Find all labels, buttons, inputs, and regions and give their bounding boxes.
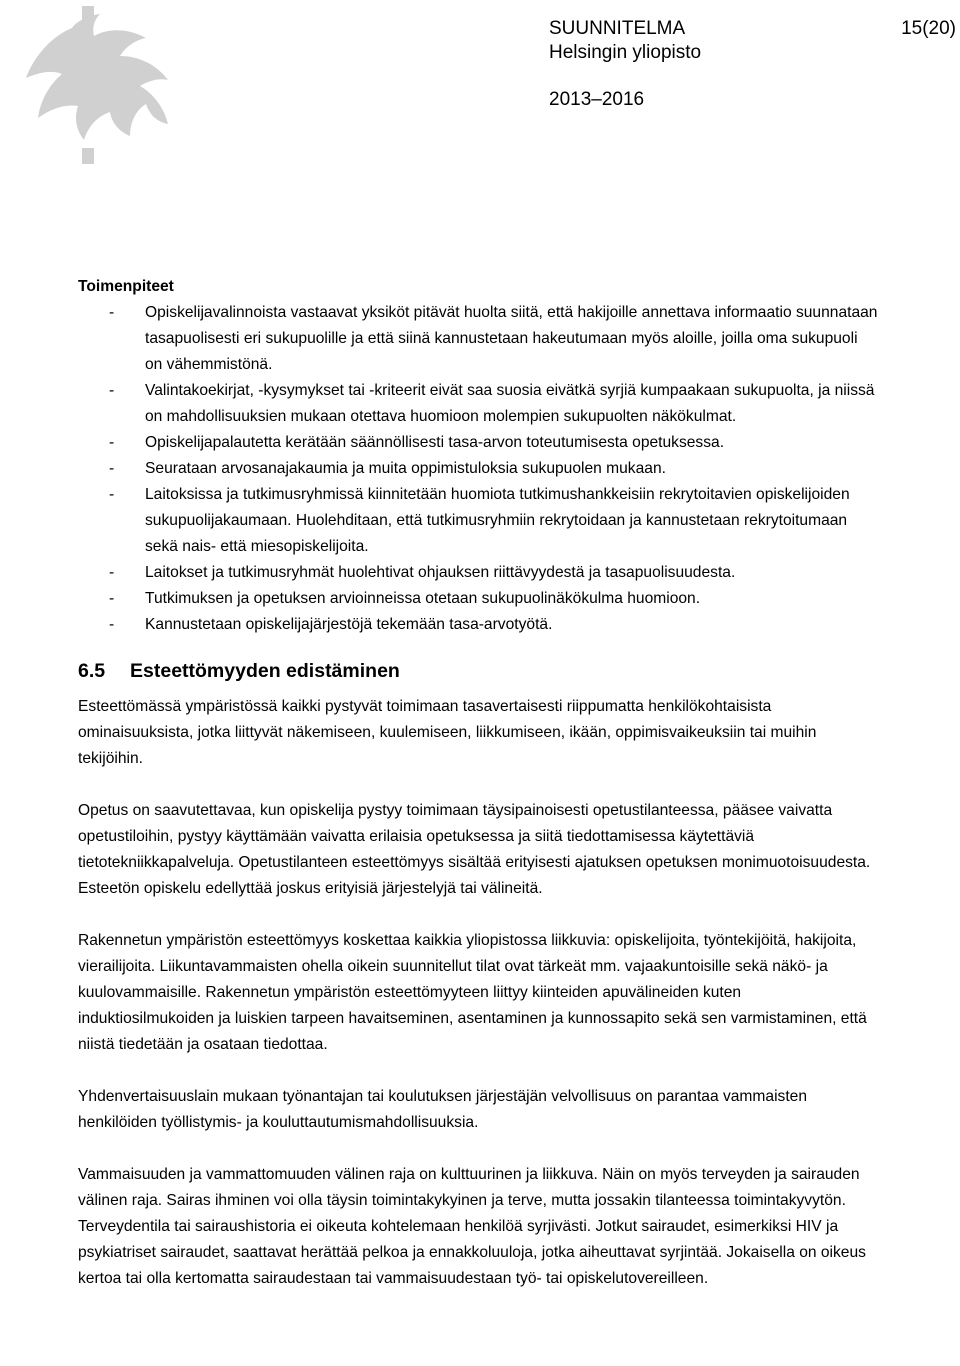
paragraph: Vammaisuuden ja vammattomuuden välinen raja on kulttuurinen ja liikkuva. Näin on myös terveyden ja sairauden välinen raja. Sairas ihminen voi olla täysin toimintakykyinen ja terve, mutta jossakin tilanteessa toimintakyvytön. Terveydentila tai sairaushistoria ei oikeuta kohtelemaan henkilöä syrjivästi. Jotkut sairaudet, esimerkiksi HIV ja psykiatriset sairaudet, saattavat herättää pelkoa ja ennakkoluuloja, jotka aiheuttavat syrjintää. Jokaisella on oikeus kertoa tai olla kertomatta sairaudestaan tai vammaisuudestaan työ- tai opiskelutovereilleen.	[78, 1166, 866, 1287]
plan-years: 2013–2016	[549, 89, 645, 110]
dash-bullet: -	[109, 382, 115, 399]
dash-bullet: -	[109, 460, 115, 477]
list-item-text: Valintakoekirjat, -kysymykset tai -kriteerit eivät saa suosia eivätkä syrjiä kumpaakaan sukupuolta, ja niissä on mahdollisuuksien mukaan otettava huomioon molempien sukupuolten näkökulmat.	[145, 382, 875, 425]
list-item-text: Kannustetaan opiskelijajärjestöjä tekemään tasa-arvotyötä.	[145, 616, 553, 633]
actions-list	[78, 300, 878, 638]
section-number: 6.5	[78, 660, 106, 682]
list-item-text: Opiskelijavalinnoista vastaavat yksiköt pitävät huolta siitä, että hakijoille annettava informaatio suunnataan tasapuolisesti eri sukupuolille ja että siinä kannustetaan hakeutumaan myös aloille, joilla oma sukupuoli on vähemmistönä.	[145, 304, 878, 373]
dash-bullet: -	[109, 434, 115, 451]
list-item-text: Seurataan arvosanajakaumia ja muita oppimistuloksia sukupuolen mukaan.	[145, 460, 666, 477]
list-item	[78, 560, 878, 586]
list-item	[78, 430, 878, 456]
paragraph: Opetus on saavutettavaa, kun opiskelija pystyy toimimaan täysipainoisesti opetustilanteessa, pääsee vaivatta opetustiloihin, pystyy käyttämään vaivatta erilaisia opetuksessa ja siitä tiedottamisessa käytettäviä tietotekniikkapalveluja. Opetustilanteen esteettömyys sisältää erityisesti ajatuksen opetuksen monimuotoisuudesta. Esteetön opiskelu edellyttää joskus erityisiä järjestelyjä tai välineitä.	[78, 802, 871, 897]
section-heading	[78, 658, 878, 684]
document-body	[78, 274, 878, 1318]
actions-heading: Toimenpiteet	[78, 278, 174, 295]
paragraph: Rakennetun ympäristön esteettömyys koskettaa kaikkia yliopistossa liikkuvia: opiskelijoita, työntekijöitä, hakijoita, vierailijoita. Liikuntavammaisten ohella oikein suunnitellut tilat ovat tärkeät mm. vajaakuntoisille sekä näkö- ja kuulovammaisille. Rakennetun ympäristön esteettömyyteen liittyy kiinteiden apuvälineiden kuten induktiosilmukoiden ja luiskien tarpeen havaitseminen, asentaminen ja kunnossapito sekä sen varmistaminen, että niistä tiedetään ja osataan tiedottaa.	[78, 932, 867, 1053]
document-type: SUUNNITELMA	[549, 18, 686, 39]
list-item	[78, 482, 878, 560]
dash-bullet: -	[109, 564, 115, 581]
paragraph: Yhdenvertaisuuslain mukaan työnantajan tai koulutuksen järjestäjän velvollisuus on parantaa vammaisten henkilöiden työllistymis- ja kouluttautumismahdollisuuksia.	[78, 1088, 808, 1131]
university-name: Helsingin yliopisto	[549, 42, 702, 63]
list-item	[78, 612, 878, 638]
section-title: Esteettömyyden edistäminen	[130, 660, 400, 682]
dash-bullet: -	[109, 304, 115, 321]
list-item-text: Laitokset ja tutkimusryhmät huolehtivat ohjauksen riittävyydestä ja tasapuolisuudesta.	[145, 564, 736, 581]
list-item	[78, 378, 878, 430]
list-item	[78, 456, 878, 482]
list-item-text: Opiskelijapalautetta kerätään säännöllisesti tasa-arvon toteutumisesta opetuksessa.	[145, 434, 725, 451]
dash-bullet: -	[109, 616, 115, 633]
list-item-text: Tutkimuksen ja opetuksen arvioinneissa otetaan sukupuolinäkökulma huomioon.	[145, 590, 701, 607]
list-item	[78, 586, 878, 612]
list-item	[78, 300, 878, 378]
page-number: 15(20)	[901, 18, 956, 39]
university-flame-logo-icon	[22, 6, 170, 166]
dash-bullet: -	[109, 590, 115, 607]
paragraph: Esteettömässä ympäristössä kaikki pystyvät toimimaan tasavertaisesti riippumatta henkilökohtaisista ominaisuuksista, jotka liittyvät näkemiseen, kuulemiseen, liikkumiseen, ikään, oppimisvaikeuksiin tai muihin tekijöihin.	[78, 698, 817, 767]
dash-bullet: -	[109, 486, 115, 503]
list-item-text: Laitoksissa ja tutkimusryhmissä kiinnitetään huomiota tutkimushankkeisiin rekrytoitavien opiskelijoiden sukupuolijakaumaan. Huolehditaan, että tutkimusryhmiin rekrytoidaan ja kannustetaan rekrytoitumaan sekä nais- että miesopiskelijoita.	[145, 486, 850, 555]
